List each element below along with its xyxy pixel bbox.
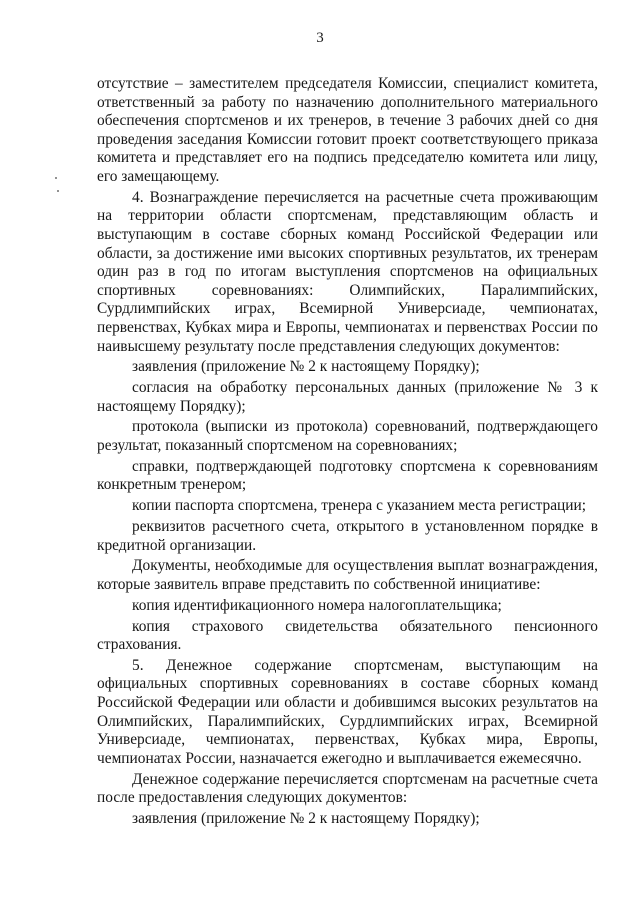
paragraph-section-5: 5. Денежное содержание спортсменам, выступающим на официальных спортивных соревнованиях в составе сборных команд Российской Федерации или области и добившимся высоких результатов на Олимпийских, Паралимпийских, Сурдлимпийских играх, Всемирной Универсиаде, чемпионатах, первенствах, Кубках мира, Европы, чемпионатах России, назначается ежегодно и выплачивается ежемесячно. bbox=[97, 656, 598, 767]
list-item-certificate: справки, подтверждающей подготовку спортсмена к соревнованиям конкретным тренером; bbox=[97, 457, 598, 494]
list-item-application-2: заявления (приложение № 2 к настоящему Порядку); bbox=[132, 810, 480, 827]
paragraph-section-4: 4. Вознаграждение перечисляется на расчетные счета проживающим на территории области спортсменам, представляющим область и выступающим в составе сборных команд Российской Федерации или области, за достижение ими высоких спортивных результатов, их тренерам один раз в год по итогам выступления спортсменов на официальных спортивных соревнованиях: Олимпийских, Паралимпийских, Сурдлимпийских играх, Всемирной Универсиаде, чемпионатах, первенствах, Кубках мира и Европы, чемпионатах и первенствах России по наивысшему результату после представления следующих документов: bbox=[97, 188, 598, 355]
list-item-consent: согласия на обработку персональных данных (приложение № 3 к настоящему Порядку); bbox=[97, 379, 598, 415]
paragraph-payment-documents: Денежное содержание перечисляется спортсменам на расчетные счета после предоставления следующих документов: bbox=[97, 770, 598, 807]
document-body bbox=[97, 75, 598, 831]
paragraph-continuation: отсутствие – заместителем председателя Комиссии, специалист комитета, ответственный за работу по назначению дополнительного материального обеспечения спортсменов и их тренеров, в течение 3 рабочих дней со дня проведения заседания Комиссии готовит проект соответствующего приказа комитета и представляет его на подпись председателю комитета или лицу, его замещающему. bbox=[97, 75, 598, 185]
scan-speck bbox=[55, 177, 57, 179]
list-item-application: заявления (приложение № 2 к настоящему Порядку); bbox=[132, 358, 480, 376]
list-item-insurance: копия страхового свидетельства обязательного пенсионного страхования. bbox=[97, 617, 598, 654]
paragraph-optional-documents: Документы, необходимые для осуществления выплат вознаграждения, которые заявитель вправе представить по собственной инициативе: bbox=[97, 557, 598, 593]
list-item-passport: копии паспорта спортсмена, тренера с указанием места регистрации; bbox=[132, 497, 587, 515]
list-item-tax-number: копия идентификационного номера налогоплательщика; bbox=[132, 596, 502, 614]
list-item-protocol: протокола (выписки из протокола) соревнований, подтверждающего результат, показанный спортсменом на соревнованиях; bbox=[97, 418, 598, 455]
page-number: 3 bbox=[316, 30, 324, 46]
scan-speck bbox=[57, 190, 59, 192]
list-item-bank-details: реквизитов расчетного счета, открытого в установленном порядке в кредитной организации. bbox=[97, 517, 598, 554]
